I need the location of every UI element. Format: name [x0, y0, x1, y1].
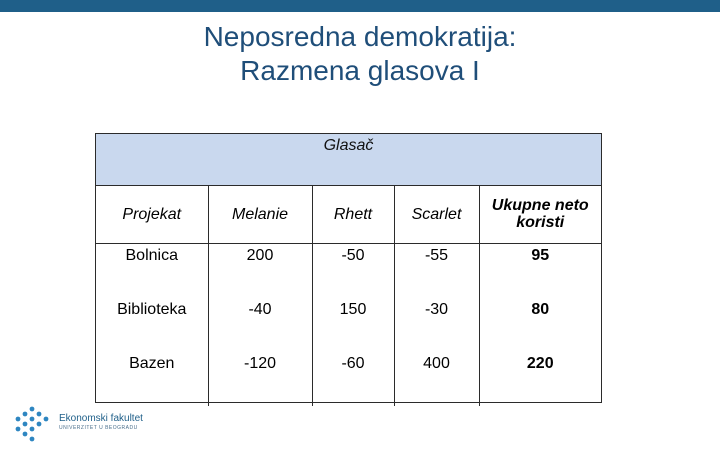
- title-line-2: Razmena glasova I: [240, 55, 480, 86]
- top-accent-bar: [0, 0, 720, 12]
- table-row: [96, 298, 601, 352]
- column-header-net-benefit: Ukupne neto koristi: [479, 185, 601, 244]
- cell-net-benefit: 80: [479, 298, 601, 352]
- cell-scarlet: -55: [394, 244, 479, 298]
- faculty-logo: [12, 403, 162, 443]
- cell-melanie: -120: [208, 352, 312, 406]
- logo-name: Ekonomski fakultet: [59, 413, 143, 424]
- cell-project: Bolnica: [125, 247, 178, 264]
- cell-rhett: -50: [312, 244, 394, 298]
- slide-title: [0, 20, 720, 88]
- title-line-1: Neposredna demokratija:: [203, 21, 517, 52]
- cell-project: Biblioteka: [117, 300, 187, 318]
- voter-group-label: Glasač: [323, 137, 374, 154]
- logo-subtitle: UNIVERZITET U BEOGRADU: [59, 425, 138, 431]
- cell-project: Bazen: [129, 354, 175, 372]
- dots-logo-icon: [12, 405, 52, 445]
- cell-net-benefit: 95: [479, 244, 601, 298]
- cell-rhett: 150: [312, 298, 394, 352]
- cell-scarlet: -30: [394, 298, 479, 352]
- voter-group-header: [96, 134, 601, 186]
- column-header-rhett: Rhett: [312, 185, 394, 244]
- table-row: [96, 244, 601, 298]
- cell-melanie: -40: [208, 298, 312, 352]
- table-header-row: [96, 185, 601, 244]
- table-row: [96, 352, 601, 406]
- cell-net-benefit: 220: [479, 352, 601, 406]
- cell-melanie: 200: [208, 244, 312, 298]
- cell-scarlet: 400: [394, 352, 479, 406]
- cell-rhett: -60: [312, 352, 394, 406]
- vote-trading-table: [95, 133, 602, 403]
- column-header-project: Projekat: [96, 185, 208, 244]
- column-header-scarlet: Scarlet: [394, 185, 479, 244]
- column-header-melanie: Melanie: [208, 185, 312, 244]
- data-table: [96, 185, 601, 406]
